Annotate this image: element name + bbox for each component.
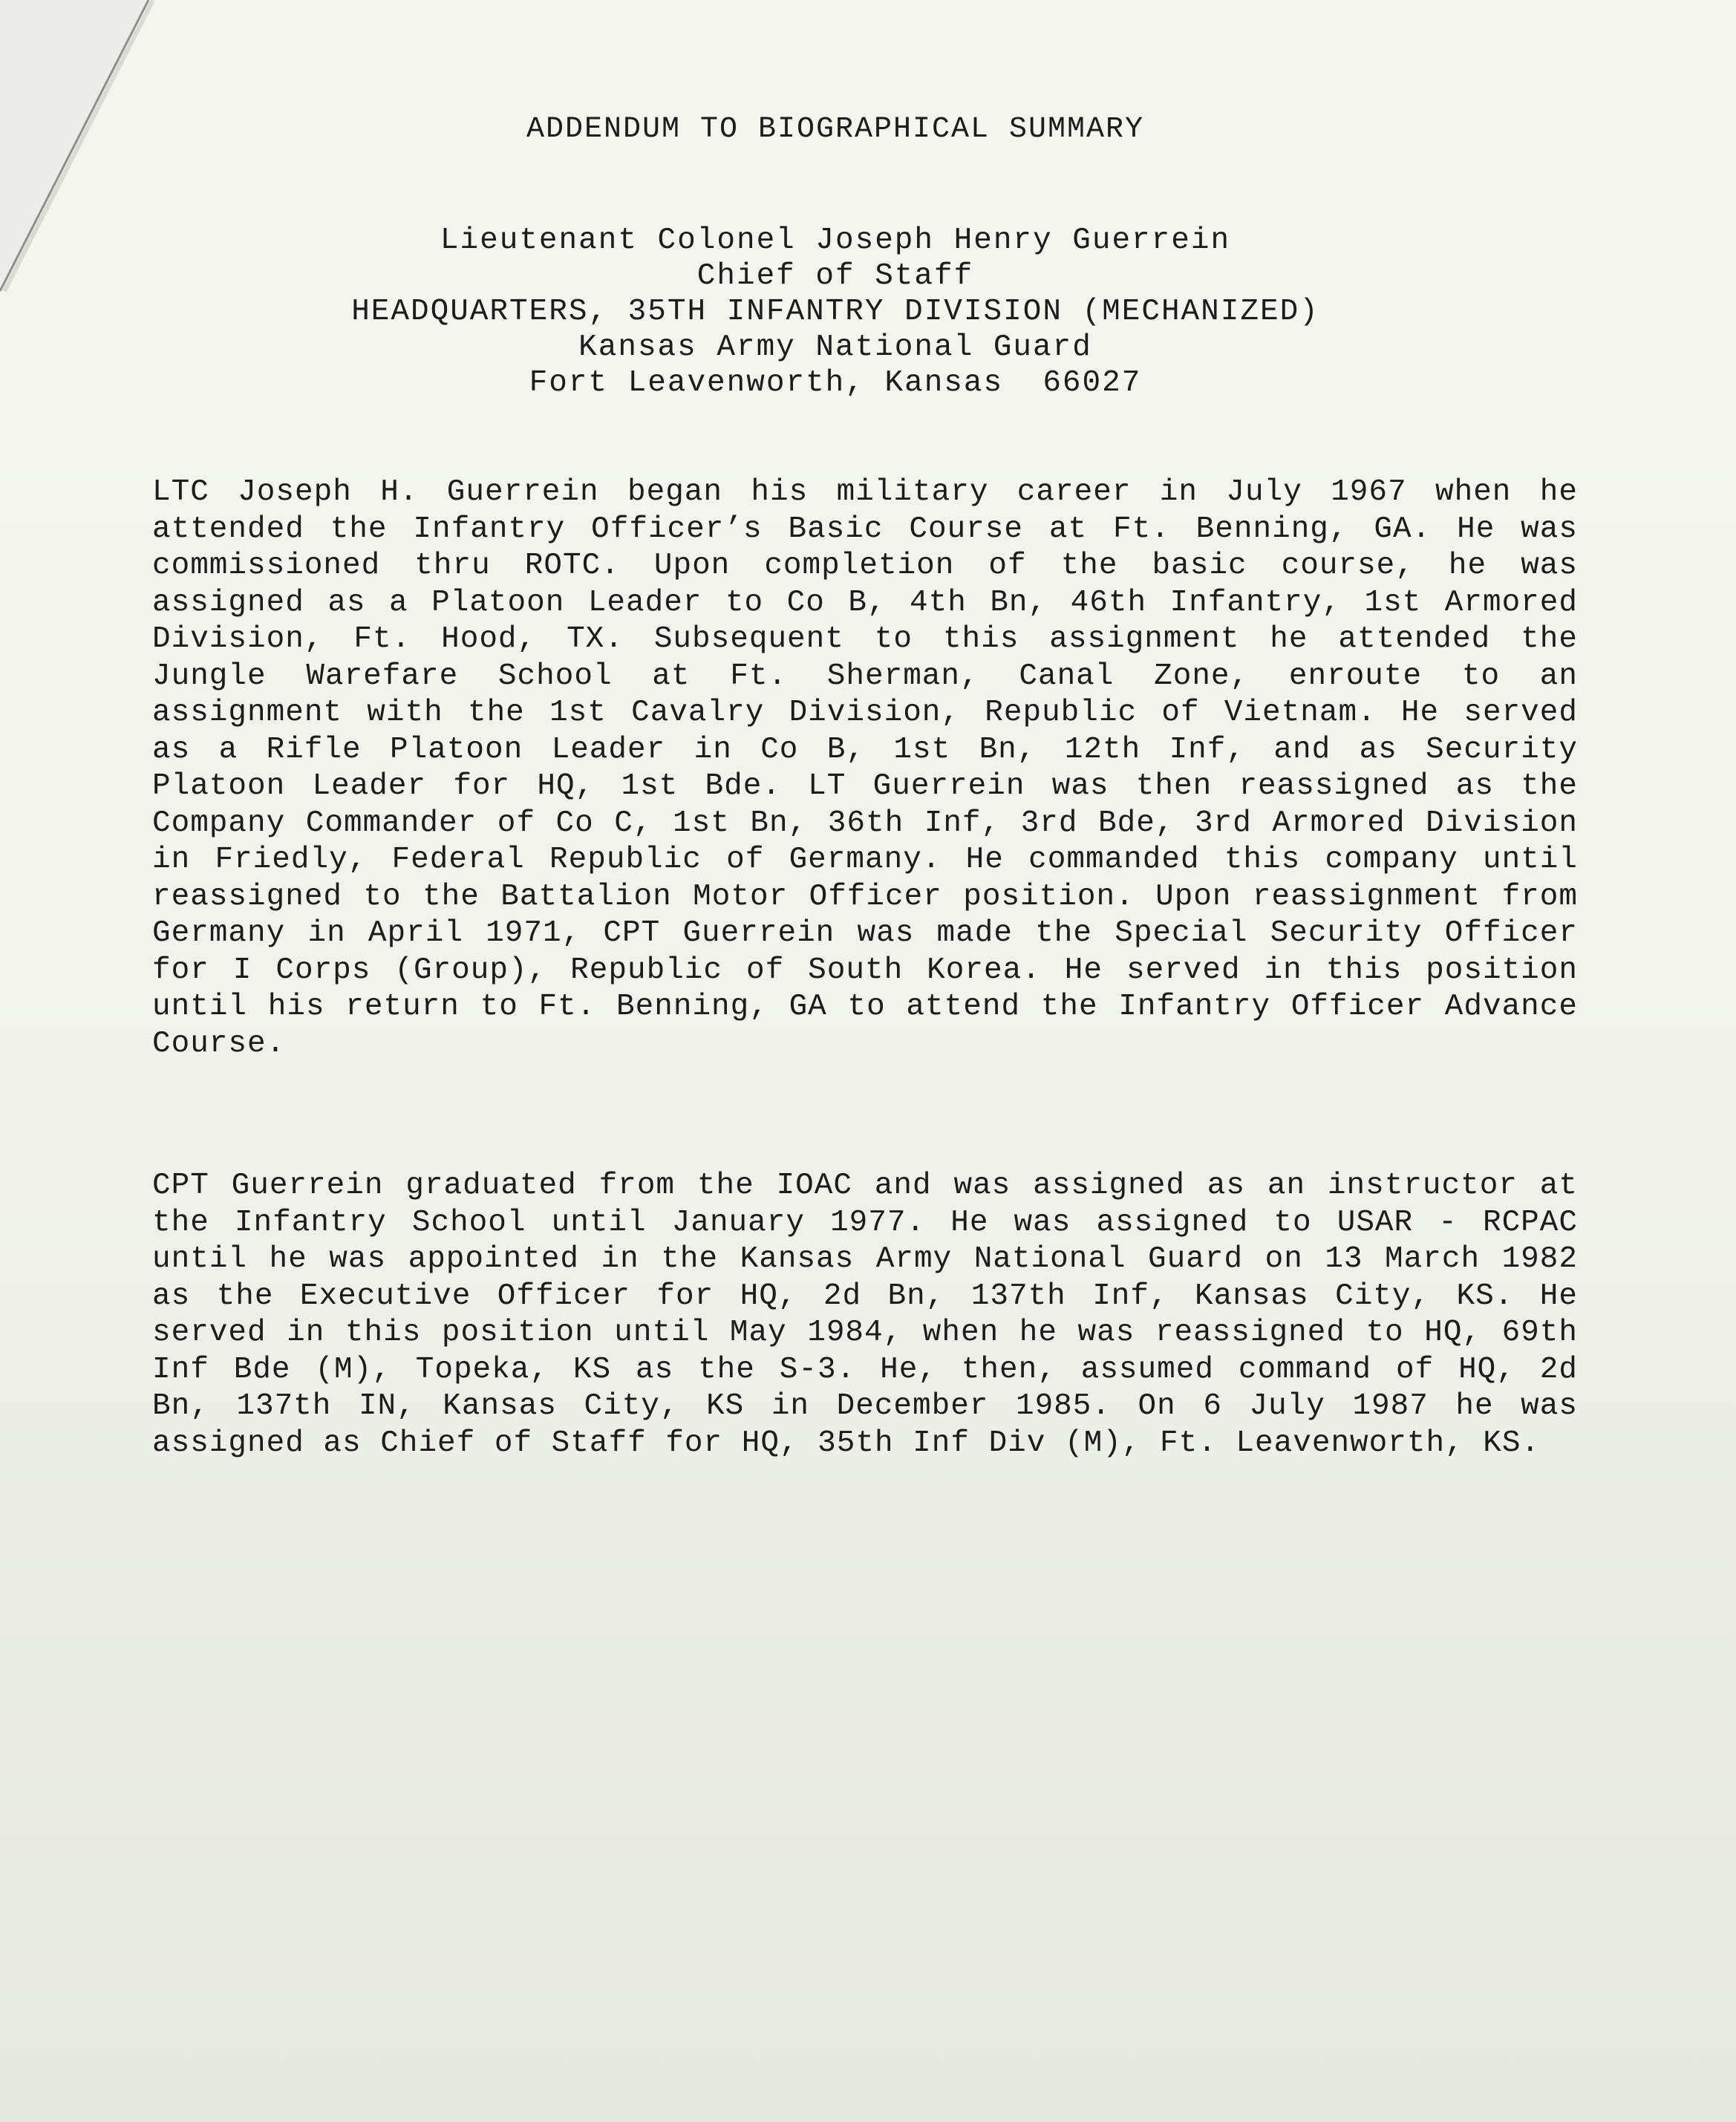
document-title: ADDENDUM TO BIOGRAPHICAL SUMMARY bbox=[526, 113, 1145, 146]
paragraph-career-later: CPT Guerrein graduated from the IOAC and was assigned as an instructor at the Infantry School until January 1977. He was assigned to USAR - RCPAC until he was appointed in the Kansas Army National Guard on 13 March 1982 as the Executive Officer for HQ, 2d Bn, 137th Inf, Kansas City, KS. He served in this position until May 1984, when he was reassigned to HQ, 69th Inf Bde (M), Topeka, KS as the S-3. He, then, assumed command of HQ, 2d Bn, 137th IN, Kansas City, KS in December 1985. On 6 July 1987 he was assigned as Chief of Staff for HQ, 35th Inf Div (M), Ft. Leavenworth, KS. bbox=[152, 1169, 1578, 1460]
officer-name: Lieutenant Colonel Joseph Henry Guerrein bbox=[440, 223, 1231, 258]
officer-header bbox=[0, 223, 1671, 401]
address: Fort Leavenworth, Kansas 66027 bbox=[529, 366, 1142, 400]
organization: Kansas Army National Guard bbox=[578, 330, 1092, 365]
paragraph-career-early: LTC Joseph H. Guerrein began his military career in July 1967 when he attended the Infantry Officer’s Basic Course at Ft. Benning, GA. He was commissioned thru ROTC. Upon completion of the basic course, he was assigned as a Platoon Leader to Co B, 4th Bn, 46th Infantry, 1st Armored Division, Ft. Hood, TX. Subsequent to this assignment he attended the Jungle Warefare School at Ft. Sherman, Canal Zone, enroute to an assignment with the 1st Cavalry Division, Republic of Vietnam. He served as a Rifle Platoon Leader in Co B, 1st Bn, 12th Inf, and as Security Platoon Leader for HQ, 1st Bde. LT Guerrein was then reassigned as the Company Commander of Co C, 1st Bn, 36th Inf, 3rd Bde, 3rd Armored Division in Friedly, Federal Republic of Germany. He commanded this company until reassigned to the Battalion Motor Officer position. Upon reassignment from Germany in April 1971, CPT Guerrein was made the Special Security Officer for I Corps (Group), Republic of South Korea. He served in this position until his return to Ft. Benning, GA to attend the Infantry Officer Advance Course. bbox=[152, 475, 1578, 1061]
officer-position: Chief of Staff bbox=[696, 259, 974, 293]
unit-headquarters: HEADQUARTERS, 35TH INFANTRY DIVISION (MECHANIZED) bbox=[351, 295, 1319, 329]
